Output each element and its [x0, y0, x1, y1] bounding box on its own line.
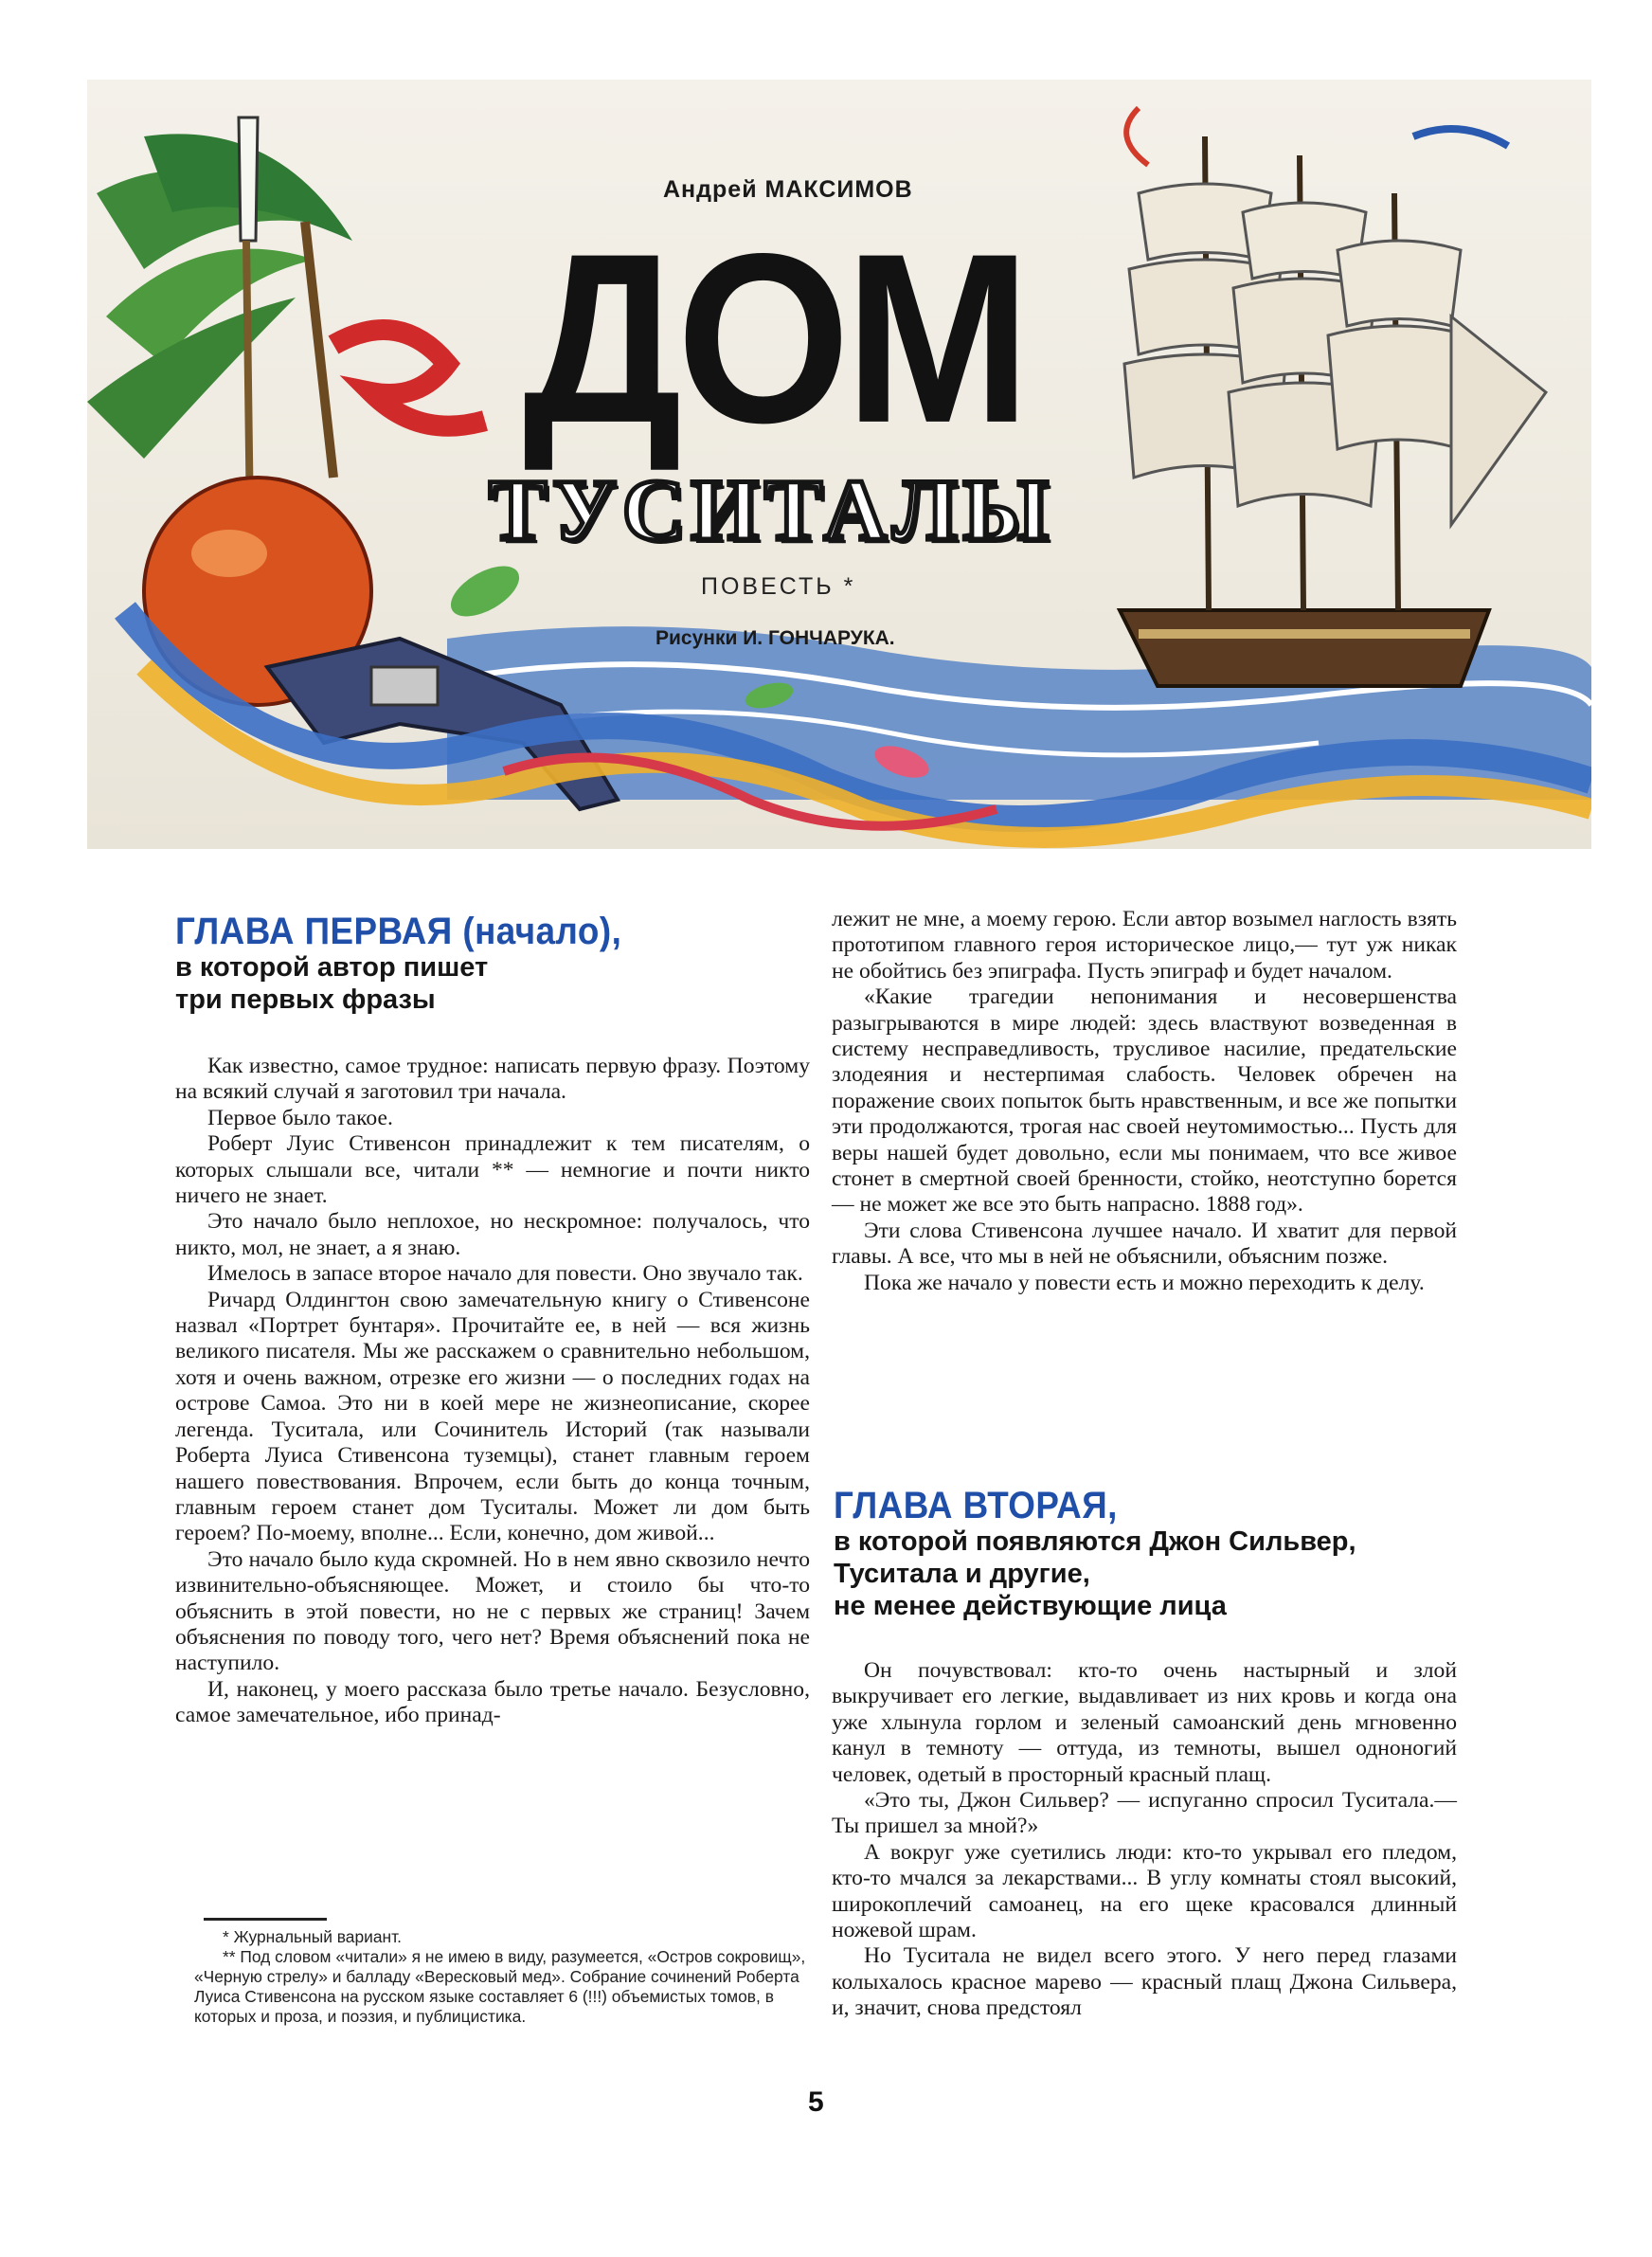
left-column-text — [175, 1054, 810, 1729]
chapter-1-subtitle-line1: в которой автор пишет — [175, 952, 489, 983]
paragraph: «Это ты, Джон Сильвер? — испуганно спросил Туситала.— Ты пришел за мной?» — [832, 1788, 1457, 1839]
title-sub: ТУСИТАЛЫ — [489, 461, 1054, 558]
chapter-2-subtitle-line2: Туситала и другие, — [834, 1559, 1090, 1589]
chapter-1-title: ГЛАВА ПЕРВАЯ (начало), — [175, 911, 622, 952]
paragraph: Роберт Луис Стивенсон принадлежит к тем писателям, о которых слышали все, читали ** — немногие и почти никто ничего не знает. — [175, 1131, 810, 1209]
header-illustration — [87, 80, 1591, 849]
paragraph: Первое было такое. — [207, 1105, 393, 1130]
illustrator-credit: Рисунки И. ГОНЧАРУКА. — [655, 627, 895, 649]
paragraph: лежит не мне, а моему герою. Если автор возымел наглость взять прототипом главного героя историческое лицо,— тут уж никак не обойтись без эпиграфа. Пусть эпиграф и будет началом. — [832, 907, 1457, 984]
paragraph: Он почувствовал: кто-то очень настырный и злой выкручивает его легкие, выдавливает из них кровь и когда она уже хлынула горлом и зеленый самоанский день мгновенно канул в темноту — оттуда, из темноты, вышел одноногий человек, одетый в просторный красный плащ. — [832, 1658, 1457, 1787]
paragraph: Имелось в запасе второе начало для повести. Оно звучало так. — [207, 1261, 803, 1287]
author-name: Андрей МАКСИМОВ — [663, 176, 913, 203]
page-number: 5 — [808, 2086, 824, 2118]
footnote-rule — [204, 1918, 327, 1921]
ship-icon — [1120, 108, 1546, 686]
chapter-2-heading-block — [834, 1486, 1459, 1622]
title-main: ДОМ — [523, 203, 1026, 474]
paragraph: «Какие трагедии непонимания и несовершенства разыгрываются в мире людей: здесь властвуют возведенная в систему несправедливость, трусливое насилие, предательские злодеяния и нестерпимая слабость. Человек обречен на поражение своих попыток быть нравственным, и все же попытки эти продолжаются, трогая нас своей неутомимостью... Пусть для веры нашей будет довольно, если мы понимаем, что все живое стонет в смертной своей бренности, стойко, неотступно борется — не может же все это быть напрасно. 1888 год». — [832, 984, 1457, 1218]
chapter-1-heading-block — [175, 912, 791, 1016]
paragraph: Но Туситала не видел всего этого. У него перед глазами колыхалось красное марево — красный плащ Джона Сильвера, и, значит, снова предстоял — [832, 1943, 1457, 2021]
paragraph: Пока же начало у повести есть и можно переходить к делу. — [864, 1270, 1425, 1295]
paragraph: Это начало было куда скромней. Но в нем явно сквозило нечто извинительно-объясняющее. Может, и стоило бы что-то объяснить в этой повести, но не с первых же страниц! Зачем объяснения по поводу того, чего нет? Время объяснений пока не наступило. — [175, 1546, 810, 1676]
paragraph: Это начало было неплохое, но нескромное: получалось, что никто, мол, не знает, а я знаю. — [175, 1209, 810, 1260]
chapter-1-subtitle-line2: три первых фразы — [175, 984, 436, 1015]
palm-icon — [87, 134, 352, 478]
right-column-bottom-text — [832, 1658, 1457, 2022]
footnote: ** Под словом «читали» я не имею в виду, разумеется, «Остров сокровищ», «Черную стрелу» и балладу «Вересковый мед». Собрание сочинений Роберта Луиса Стивенсона на русском языке составляет 6 (!!!) объемистых томов, в которых и проза, и поэзия, и публицистика. — [194, 1947, 806, 2026]
chapter-2-title: ГЛАВА ВТОРАЯ, — [834, 1485, 1118, 1526]
footnotes — [194, 1927, 810, 2027]
right-column-top-text — [832, 907, 1457, 1296]
paragraph: Эти слова Стивенсона лучшее начало. И хватит для первой главы. А все, что мы в ней не объяснили, объясним позже. — [832, 1218, 1457, 1270]
paragraph: А вокруг уже суетились люди: кто-то укрывал его пледом, кто-то мчался за лекарствами... В углу комнаты стоял высокий, широкоплечий самоанец, на его щеке красовался длинный ножевой шрам. — [832, 1839, 1457, 1943]
genre-label: ПОВЕСТЬ * — [701, 573, 856, 600]
paragraph: Как известно, самое трудное: написать первую фразу. Поэтому на всякий случай я заготовил три начала. — [175, 1054, 810, 1105]
chapter-2-subtitle-line1: в которой появляются Джон Сильвер, — [834, 1526, 1356, 1557]
chapter-2-subtitle-line3: не менее действующие лица — [834, 1591, 1227, 1621]
paragraph: И, наконец, у моего рассказа было третье начало. Безусловно, самое замечательное, ибо принад- — [175, 1676, 810, 1728]
paragraph: Ричард Олдингтон свою замечательную книгу о Стивенсоне назвал «Портрет бунтаря». Прочитайте ее, в ней — вся жизнь великого писателя. Мы же расскажем о сравнительно небольшом, хотя и очень важном, отрезке его жизни — о последних годах на острове Самоа. Это ни в коей мере не жизнеописание, скорее легенда. Туситала, или Сочинитель Историй (так называли Роберта Луиса Стивенсона туземцы), станет главным героем нашего повествования. Впрочем, если быть до конца точным, главным героем станет дом Туситалы. Может ли дом быть героем? По-моему, вполне... Если, конечно, дом живой... — [175, 1287, 810, 1546]
footnote: * Журнальный вариант. — [223, 1927, 403, 1946]
